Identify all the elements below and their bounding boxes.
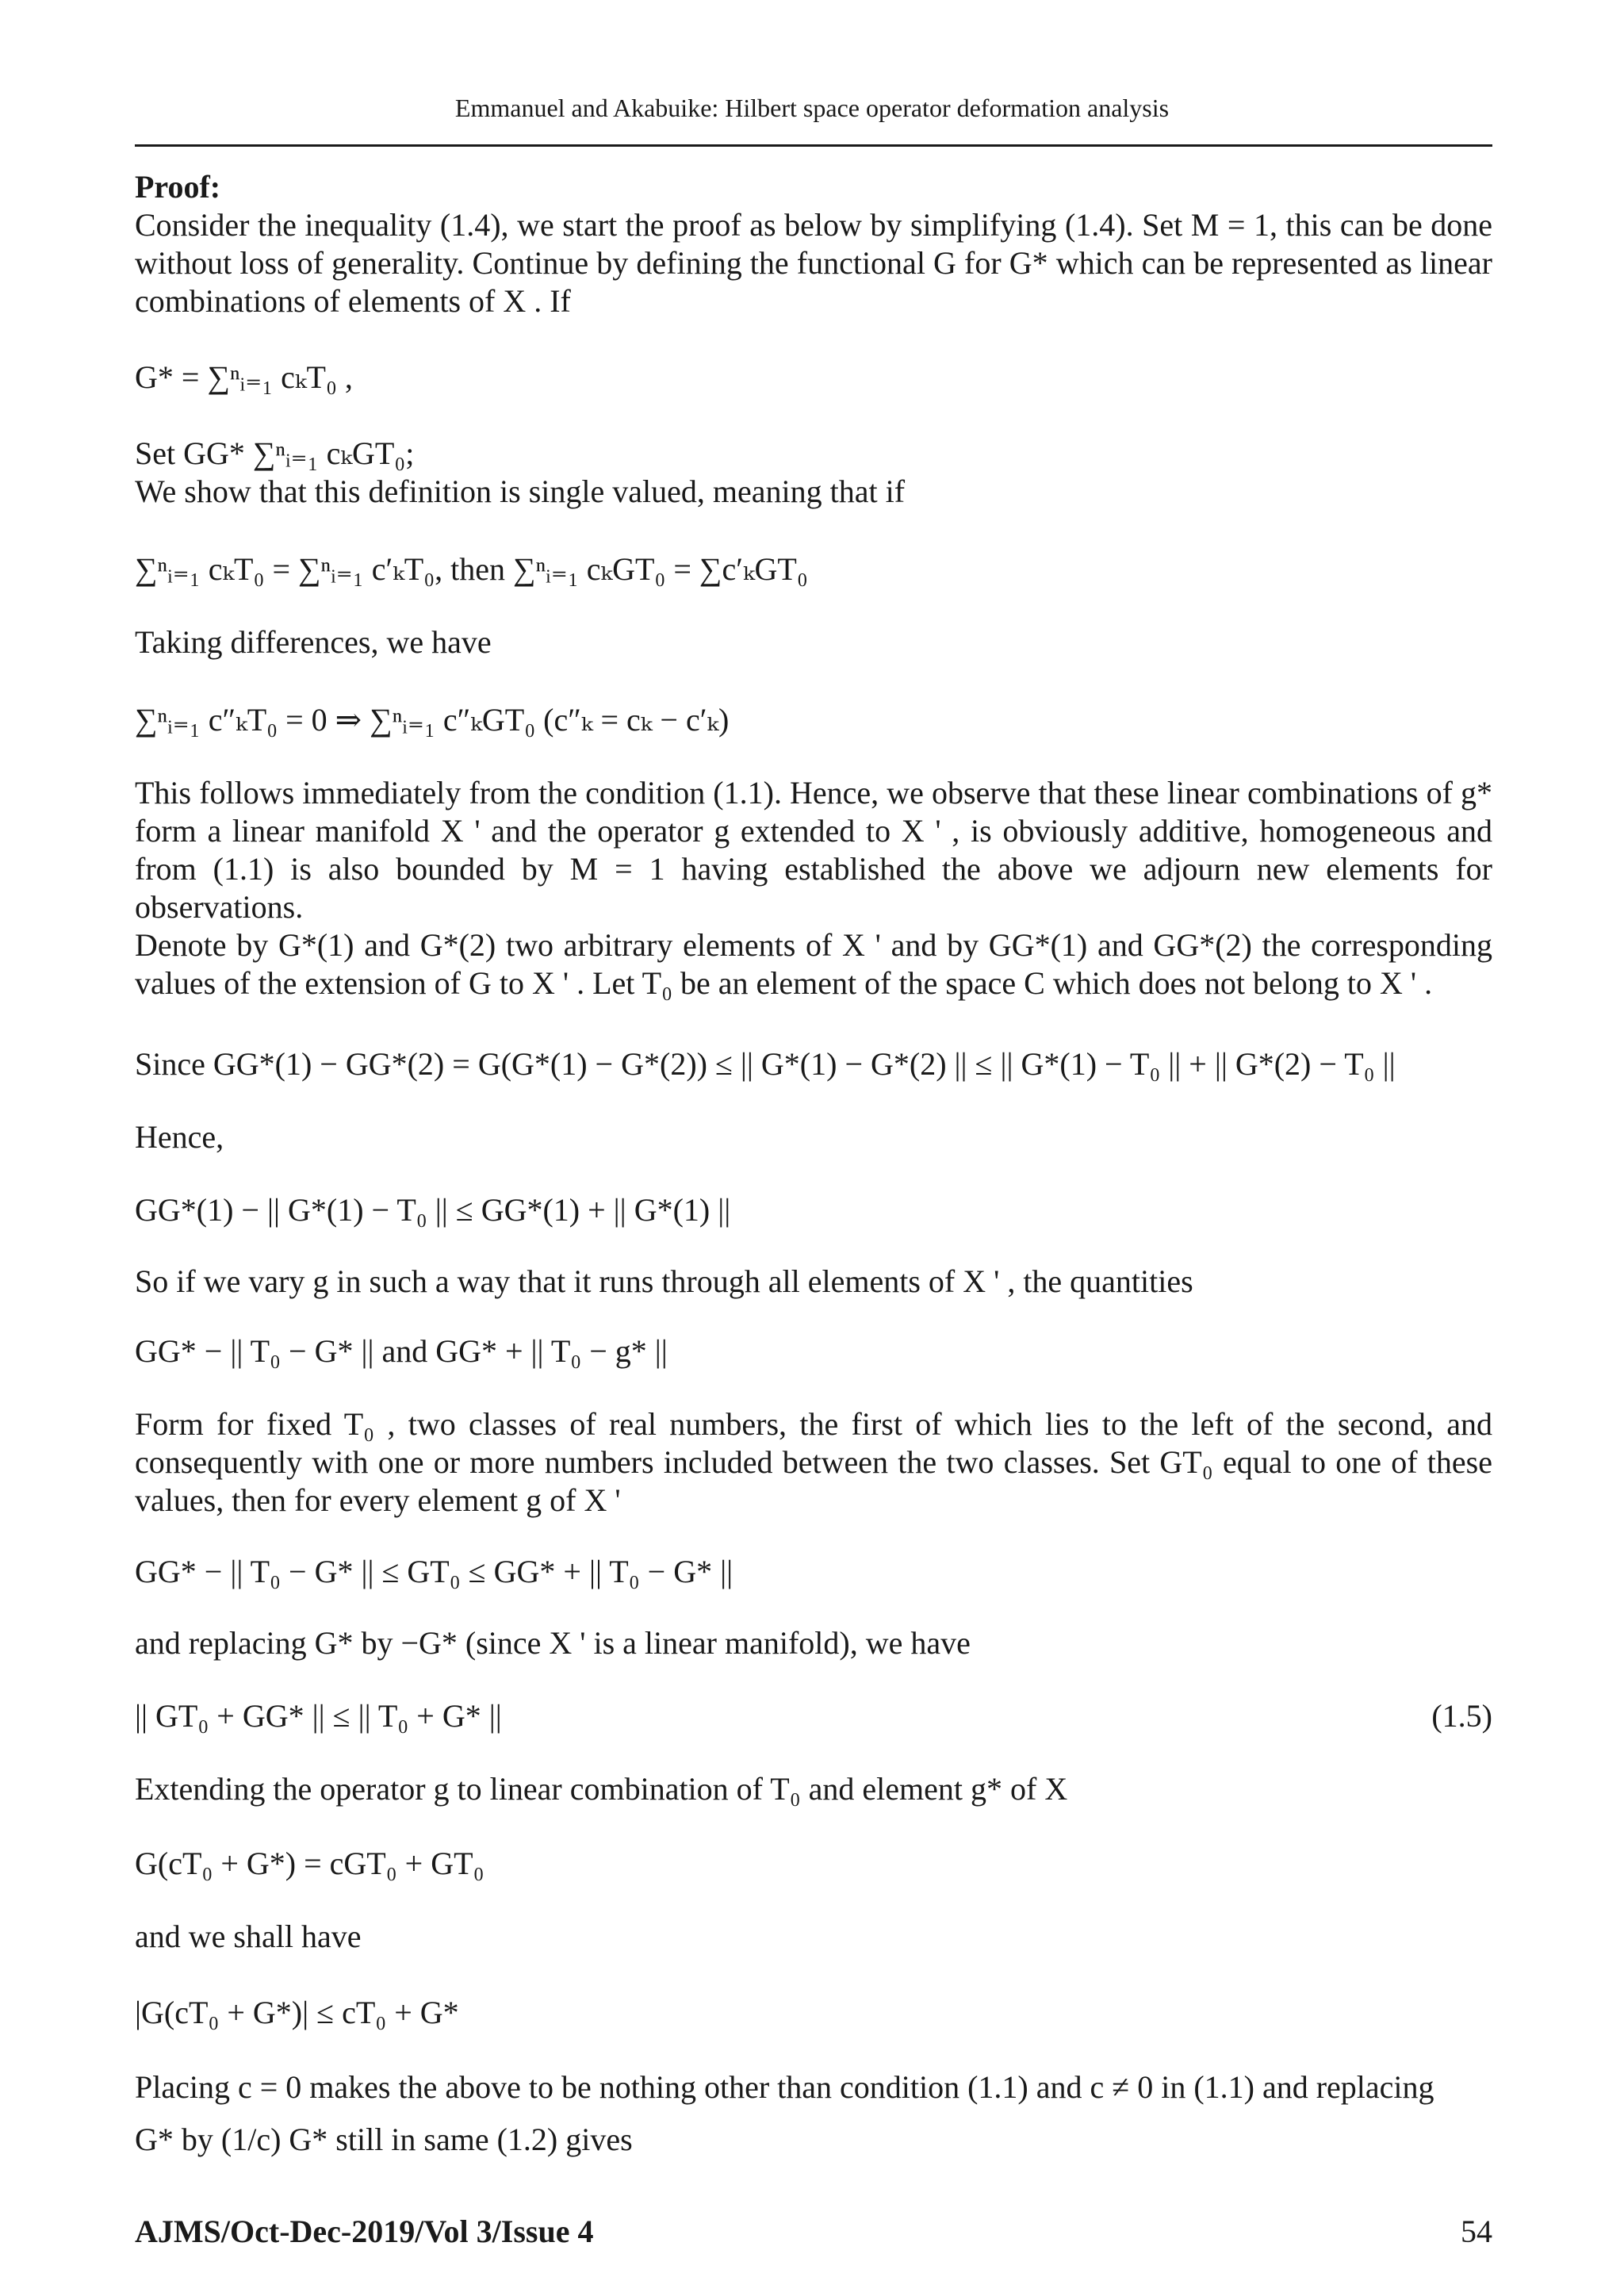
paragraph-3: Taking differences, we have: [135, 624, 492, 660]
equation-7: GG* − || T₀ − G* || and GG* + || T₀ − g* ||: [135, 1333, 668, 1369]
equation-9-number: (1.5): [1431, 1698, 1492, 1734]
header-rule: [135, 144, 1492, 147]
equation-6: GG*(1) − || G*(1) − T₀ || ≤ GG*(1) + || G*(1) ||: [135, 1192, 731, 1228]
paragraph-11: and we shall have: [135, 1918, 362, 1954]
paragraph-5: Denote by G*(1) and G*(2) two arbitrary elements of X ' and by GG*(1) and GG*(2) the corresponding values of the extension of G to X ' . Let T₀ be an element of the space C which does not belong to X ' .: [135, 927, 1492, 1001]
proof-heading: Proof:: [135, 169, 221, 205]
running-header: Emmanuel and Akabuike: Hilbert space operator deformation analysis: [454, 94, 1170, 122]
paragraph-10: Extending the operator g to linear combination of T₀ and element g* of X: [135, 1771, 1068, 1807]
paragraph-4: This follows immediately from the condition (1.1). Hence, we observe that these linear combinations of g* form a linear manifold X ' and the operator g extended to X ' , is obviously additive, homogeneous and from (1.1) is also bounded by M = 1 having established the above we adjourn new elements for observations.: [135, 775, 1492, 925]
paragraph-8-block: [135, 1405, 1492, 1520]
equation-9: || GT₀ + GG* || ≤ || T₀ + G* ||: [135, 1698, 502, 1734]
paragraph-6: Hence,: [135, 1119, 224, 1155]
paragraph-4-block: [135, 774, 1492, 926]
equation-3: ∑ⁿᵢ₌₁ cₖT₀ = ∑ⁿᵢ₌₁ c′ₖT₀, then ∑ⁿᵢ₌₁ cₖGT₀ = ∑c′ₖGT₀: [135, 551, 808, 587]
paragraph-9: and replacing G* by −G* (since X ' is a linear manifold), we have: [135, 1625, 971, 1661]
equation-1: G* = ∑ⁿᵢ₌₁ cₖT₀ ,: [135, 359, 353, 395]
paragraph-12a: Placing c = 0 makes the above to be nothing other than condition (1.1) and c ≠ 0 in (1.1) and replacing: [135, 2069, 1434, 2105]
paragraph-7: So if we vary g in such a way that it runs through all elements of X ' , the quantities: [135, 1263, 1193, 1299]
equation-10: G(cT₀ + G*) = cGT₀ + GT₀: [135, 1846, 485, 1881]
proof-heading-block: [135, 168, 1492, 206]
paragraph-8: Form for fixed T₀ , two classes of real numbers, the first of which lies to the left of the second, and consequently with one or more numbers included between the two classes. Set GT₀ equal to one of these values, then for every element g of X ': [135, 1406, 1492, 1518]
paragraph-2: We show that this definition is single valued, meaning that if: [135, 473, 906, 509]
paragraph-12b: G* by (1/c) G* still in same (1.2) gives: [135, 2122, 633, 2157]
paragraph-5-block: [135, 926, 1492, 1002]
equation-2: Set GG* ∑ⁿᵢ₌₁ cₖGT₀;: [135, 435, 415, 471]
journal-footer: AJMS/Oct-Dec-2019/Vol 3/Issue 4: [135, 2214, 594, 2249]
page-number: 54: [1461, 2214, 1492, 2249]
equation-8: GG* − || T₀ − G* || ≤ GT₀ ≤ GG* + || T₀ − G* ||: [135, 1554, 733, 1589]
equation-4: ∑ⁿᵢ₌₁ c″ₖT₀ = 0 ⇒ ∑ⁿᵢ₌₁ c″ₖGT₀ (c″ₖ = cₖ − c′ₖ): [135, 702, 730, 738]
paragraph-1: Consider the inequality (1.4), we start the proof as below by simplifying (1.4). Set M = 1, this can be done without loss of generality. Continue by defining the functional G for G* which can be represented as linear combinations of elements of X . If: [135, 207, 1492, 319]
paragraph-1-block: [135, 206, 1492, 320]
equation-11: |G(cT₀ + G*)| ≤ cT₀ + G*: [135, 1995, 459, 2030]
equation-5: Since GG*(1) − GG*(2) = G(G*(1) − G*(2)) ≤ || G*(1) − G*(2) || ≤ || G*(1) − T₀ || + || G*(2) − T₀ ||: [135, 1046, 1396, 1082]
